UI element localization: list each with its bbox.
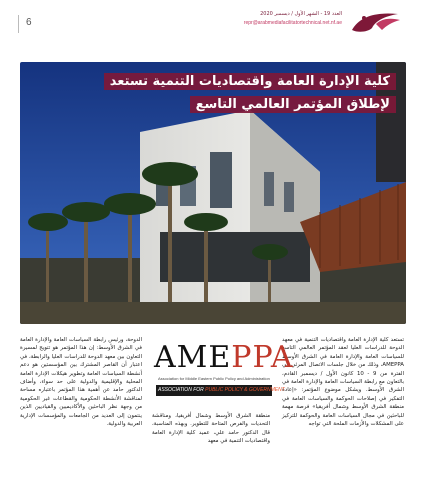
header-email: repr@arabmediafacilitatortechnical.net.nf.ae <box>243 20 342 26</box>
magazine-logo-icon <box>346 6 404 36</box>
headline-line-1: كلية الإدارة العامة واقتصاديات التنمية تستعد <box>104 73 396 90</box>
article-column-right: تستعد كلية الإدارة العامة واقتصاديات التنمية في معهد الدوحة للدراسات العليا لعقد المؤتمر العالمي التاسع للسياسات العامة والإدارة العامة في الشرق الأوسط AMEPPA، وذلك من خلال جلسات الاتصال المرئي في الفترة من 9 - 10 كانون الأول / ديسمبر القادم، بالتعاون مع رابطة السياسات العامة والإدارة العامة في الشرق الأوسط. ويشكل موضوع المؤتمر: «إعادة التفكير في إصلاحات الحوكمة والسياسات العامة في منطقة الشرق الأوسط وشمال أفريقيا» فرصة مهمة للباحثين في مجال السياسات العامة والحوكمة للتركيز على المشكلات والأزمات الملحة التي تواجه <box>282 337 405 428</box>
ameppa-logo <box>152 336 294 408</box>
article-column-middle: منطقة الشرق الأوسط وشمال أفريقيا، ومناقشة التحديات والفرص المتاحة للتطوير. وبهذه المناسبة، قال الدكتور حامد علي، عميد كلية الإدارة العامة واقتصاديات التنمية في معهد <box>152 413 270 445</box>
ameppa-wordmark <box>154 340 294 375</box>
article-column-left: الدوحة، ورئيس رابطة السياسات العامة والإدارة العامة في الشرق الأوسط: إن هذا المؤتمر هو تتويج لمسيرة التعاون بين معهد الدوحة للدراسات العليا والرابطة، في اعتبار أن القاصر المشترك بين المؤسستين هو دعم أنشطة السياسات العامة وتطوير هيكلات الإدارة العامة المحلية والإقليمية والدولية على حد سواء، وأضاف الدكتور حامد عن أهمية هذا المؤتمر باعتباره مساحة لمناقشة الأنشطة الحكومية والقطاعات غير الحكومية من وجهة نظر الباحثين والأكاديميين والقياديين الذين ينتمون إلى العديد من الجامعات والمؤسسات الإدارية العربية والدولية. <box>20 337 142 428</box>
header-divider <box>18 15 19 33</box>
ameppa-band-text <box>158 387 285 393</box>
page-number: 6 <box>26 17 32 28</box>
header-meta <box>244 11 342 26</box>
ameppa-wordmark-part-b: PPA <box>231 340 294 375</box>
ameppa-wordmark-part-a: AME <box>154 340 232 375</box>
ameppa-band-prefix: ASSOCIATION FOR <box>158 387 204 393</box>
ameppa-band-accent: PUBLIC POLICY & GOVERNMENT <box>205 387 285 393</box>
headline-line-2: لإطلاق المؤتمر العالمي التاسع <box>190 96 396 113</box>
issue-line: العدد 19 - الشهر الأول / ديسمبر 2020 <box>260 11 342 17</box>
ameppa-subtitle: Association for Middle Eastern Public Policy and Administration <box>158 376 270 381</box>
article-headline <box>66 70 396 116</box>
